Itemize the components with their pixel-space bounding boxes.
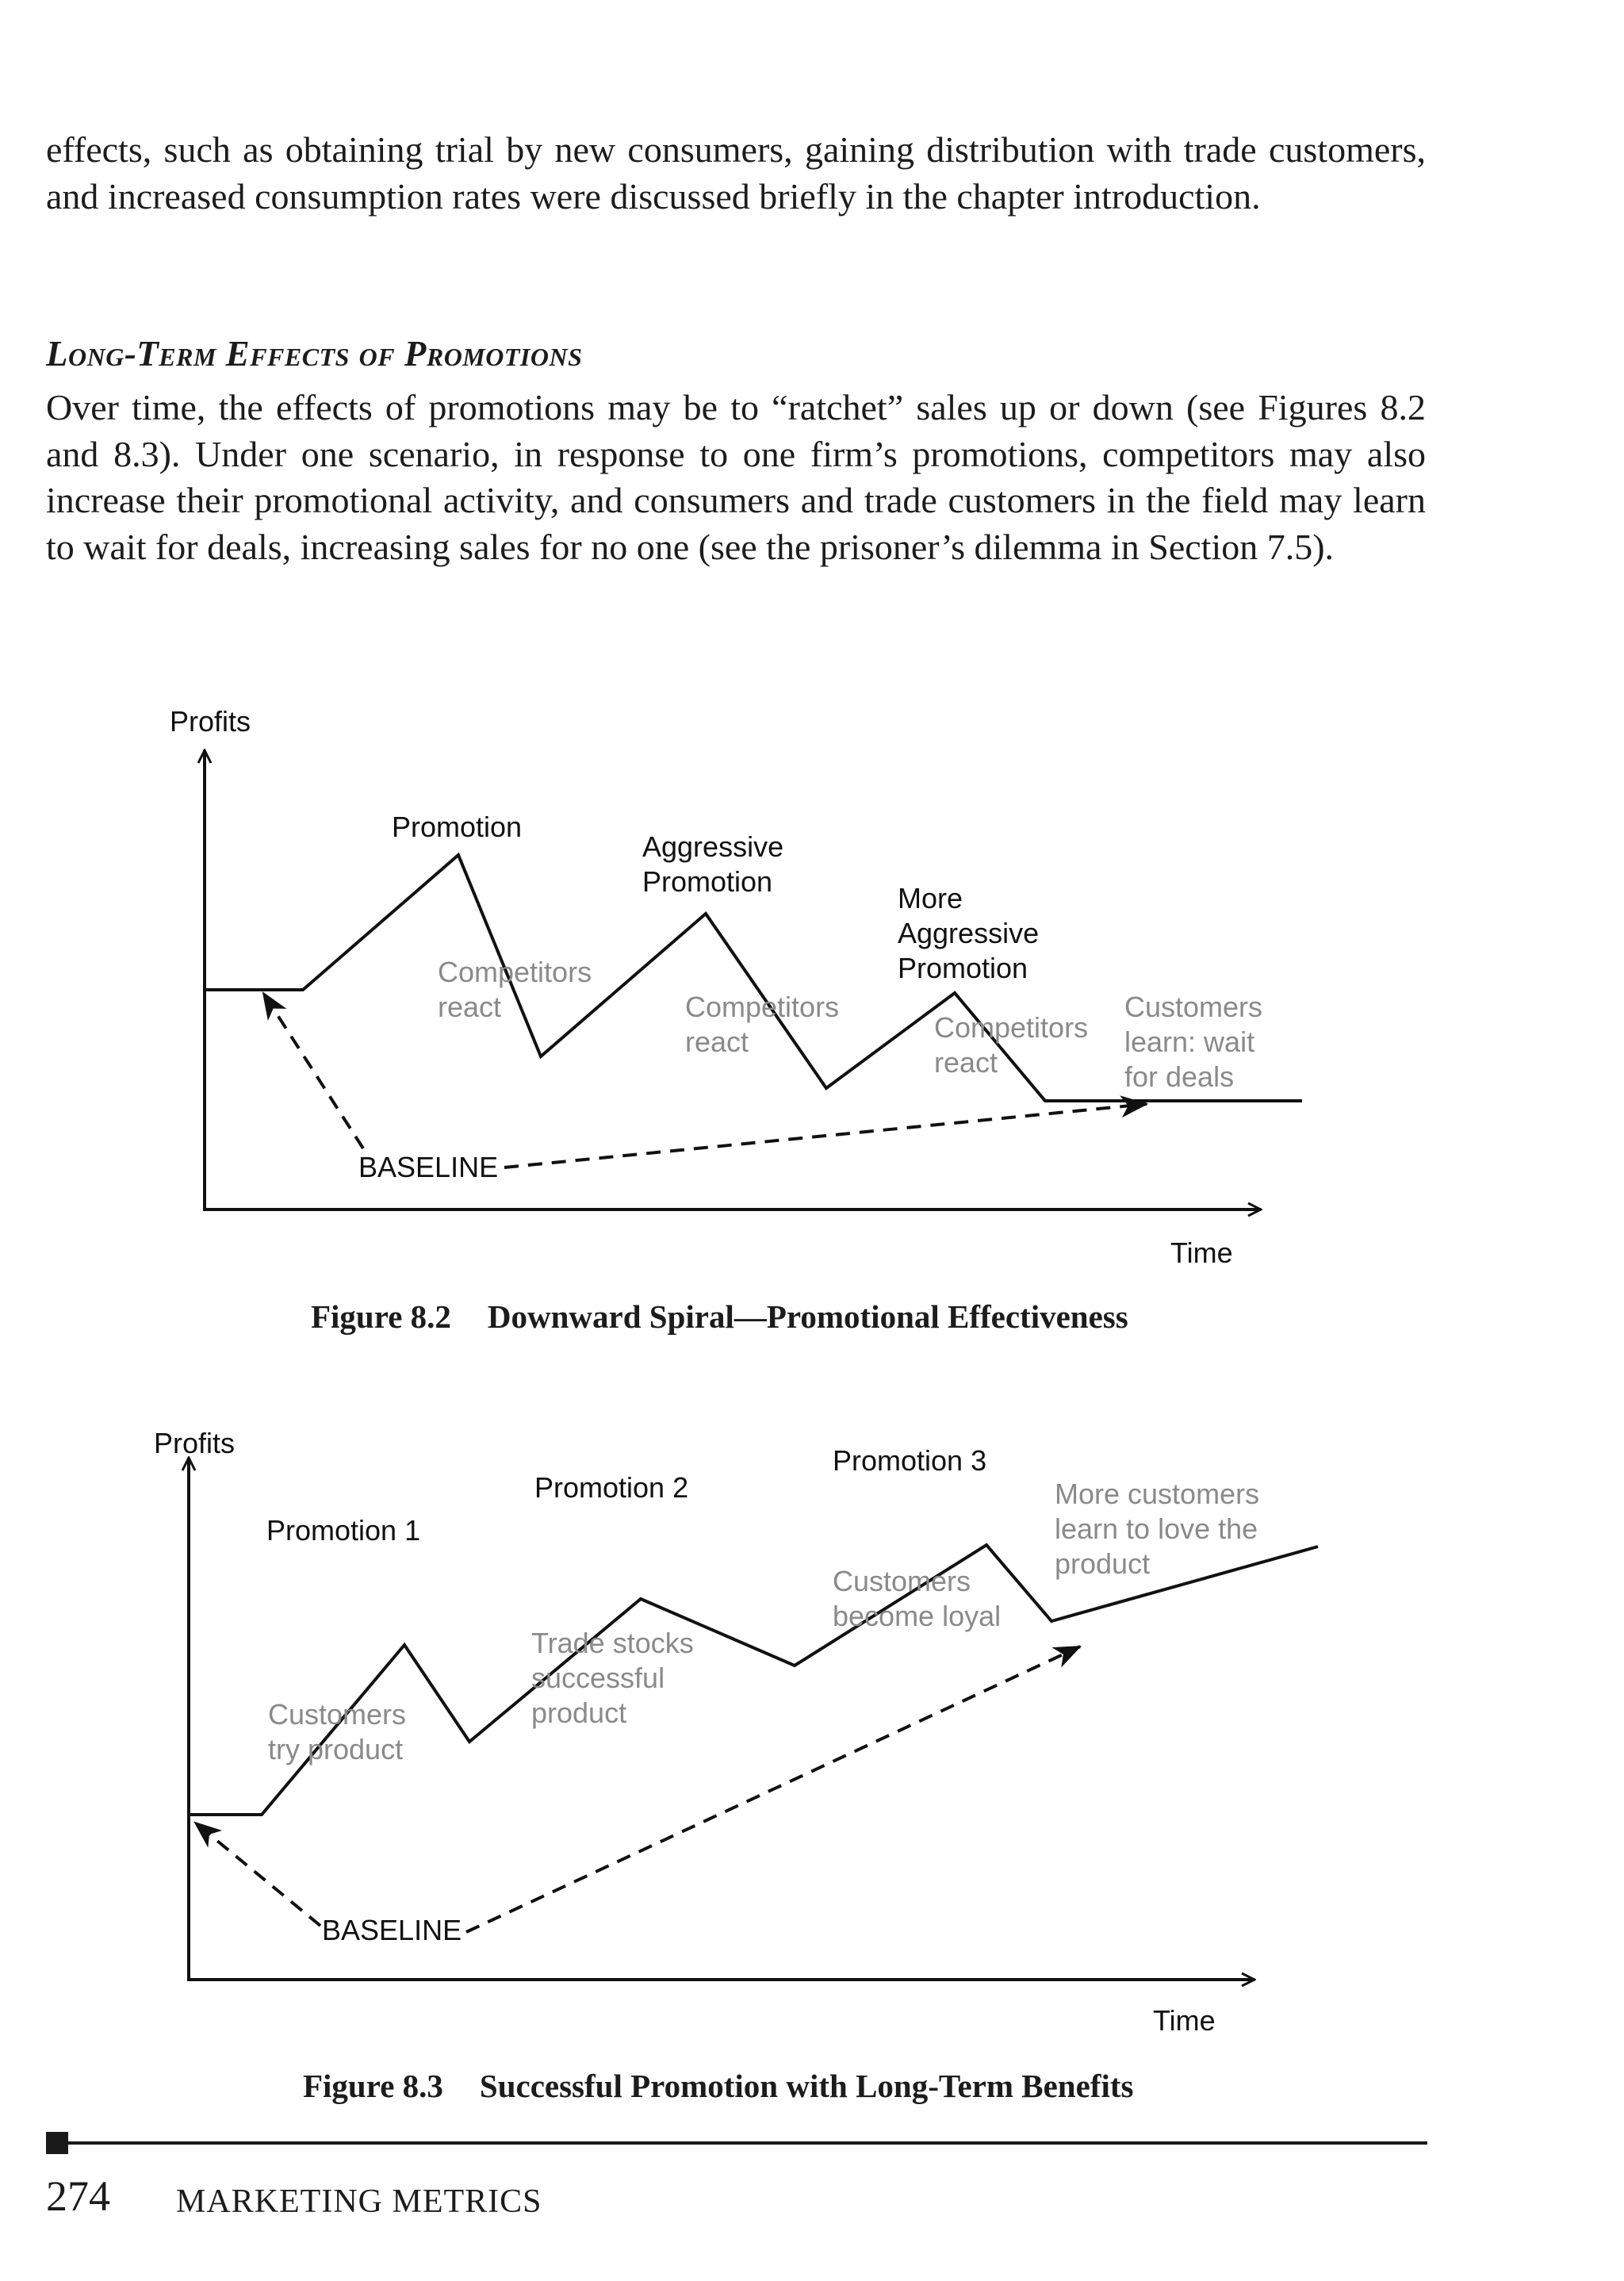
promotion-label: Promotion	[392, 811, 523, 843]
promotion-2-label: Promotion 2	[534, 1471, 689, 1504]
figure-8-3-caption	[303, 2067, 1133, 2105]
baseline-label: BASELINE	[358, 1151, 499, 1183]
aggressive-promotion-label: Aggressive Promotion	[642, 830, 784, 898]
baseline-arrow-left	[263, 993, 363, 1148]
figure-8-2-diagram	[0, 690, 1624, 1277]
competitors-react-annotation-1: Competitors react	[438, 956, 592, 1023]
section-heading: Long-Term Effects of Promotions	[46, 334, 583, 374]
body-paragraph-2: Over time, the effects of promotions may be to “ratchet” sales up or down (see Figures 8.2 and 8.3). Under one scenario, in response to one firm’s promotions, competitors may also increase their promotional activity, and consumers and trade customers in the field may learn to wait for deals, increasing sales for no one (see the prisoner’s dilemma in Section 7.5).	[46, 387, 1426, 567]
customers-try-annotation: Customers try product	[268, 1698, 407, 1765]
figure-8-3-title: Successful Promotion with Long-Term Benefits	[479, 2068, 1134, 2104]
footer-rule	[46, 2141, 1427, 2145]
running-title: MARKETING METRICS	[176, 2183, 542, 2220]
body-paragraph-1: effects, such as obtaining trial by new consumers, gaining distribution with trade customers, and increased consumption rates were discussed briefly in the chapter introduction.	[46, 129, 1426, 217]
figure-8-3-number: Figure 8.3	[303, 2068, 443, 2104]
figure-8-3-diagram	[0, 1412, 1624, 2046]
promotion-3-label: Promotion 3	[833, 1444, 987, 1477]
y-axis-label: Profits	[170, 705, 251, 738]
figure-8-2-caption	[311, 1298, 1128, 1336]
promotion-1-label: Promotion 1	[266, 1514, 421, 1547]
figure-8-2-number: Figure 8.2	[311, 1298, 451, 1335]
baseline-arrow-right	[504, 1104, 1147, 1167]
customers-learn-annotation: Customers learn: wait for deals	[1124, 991, 1263, 1093]
trade-stocks-annotation: Trade stocks successful product	[531, 1627, 694, 1729]
baseline-arrow-left	[195, 1823, 320, 1926]
competitors-react-annotation-3: Competitors react	[934, 1011, 1089, 1079]
competitors-react-annotation-2: Competitors react	[685, 991, 840, 1058]
x-axis-label: Time	[1153, 2004, 1216, 2037]
page-number: 274	[46, 2172, 110, 2220]
x-axis-label: Time	[1170, 1236, 1233, 1269]
figure-8-2-title: Downward Spiral—Promotional Effectiveness	[487, 1298, 1128, 1335]
y-axis-label: Profits	[154, 1427, 236, 1459]
more-aggressive-promotion-label: More Aggressive Promotion	[898, 882, 1040, 984]
baseline-label: BASELINE	[322, 1914, 462, 1946]
customers-loyal-annotation: Customers become loyal	[833, 1565, 1002, 1632]
profit-line	[189, 1545, 1318, 1815]
more-customers-annotation: More customers learn to love the product	[1055, 1478, 1260, 1580]
